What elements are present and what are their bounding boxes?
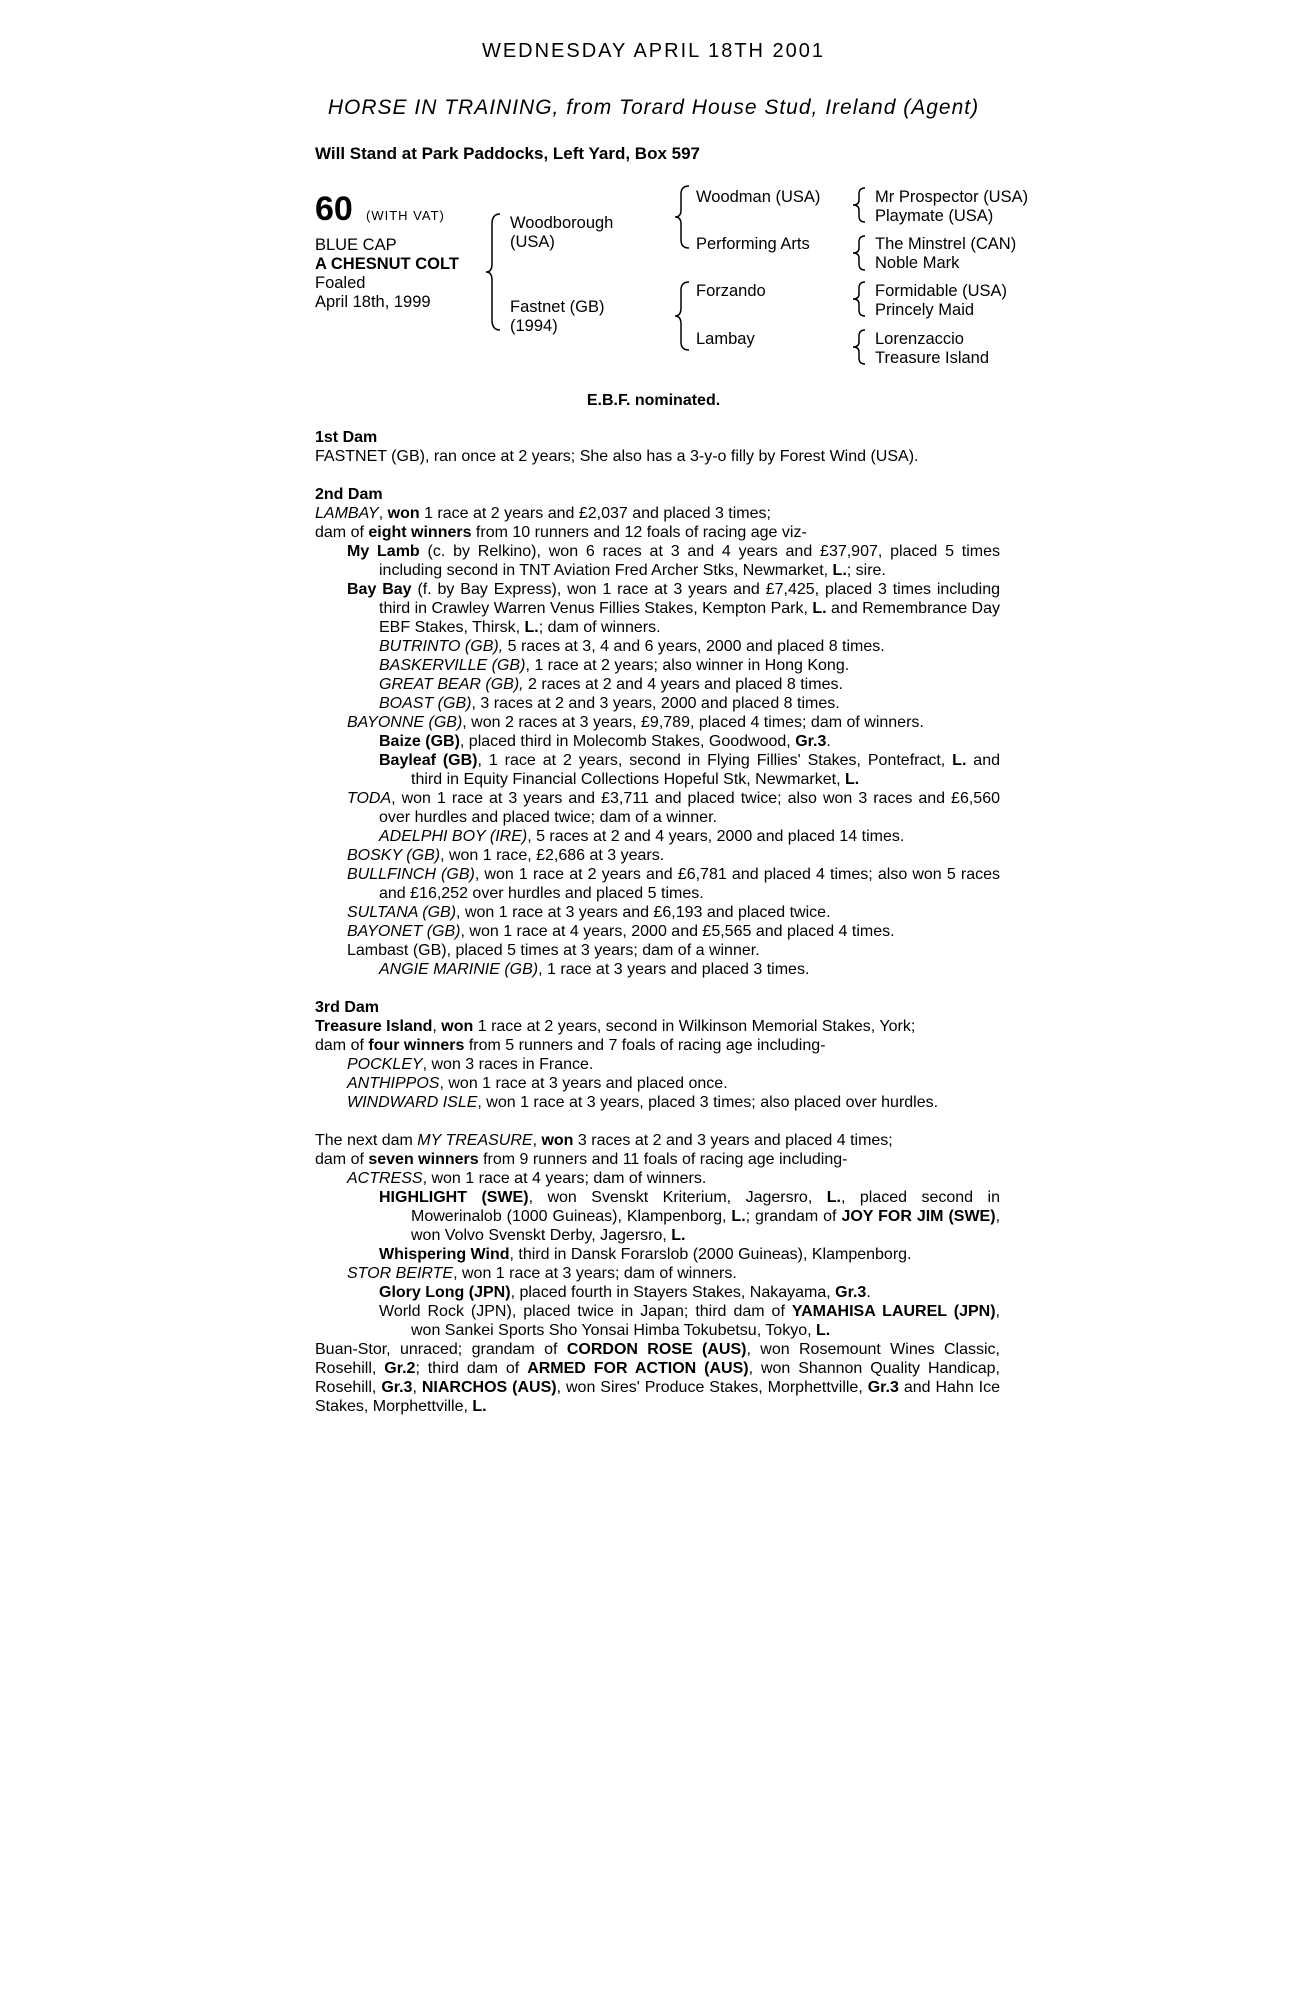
list-item-boast: BOAST (GB), 3 races at 2 and 3 years, 2000 and placed 8 times. — [379, 695, 840, 712]
third-dam-line2: dam of four winners from 5 runners and 7 foals of racing age including- — [315, 1037, 826, 1054]
second-dam-heading: 2nd Dam — [315, 486, 383, 503]
dam-year: (1994) — [510, 317, 558, 335]
list-item-my-lamb: My Lamb (c. by Relkino), won 6 races at 3 and 4 years and £37,907, placed 5 times including second in TNT Aviation Fred Archer Stks, Newmarket, L.; sire. — [347, 543, 1001, 579]
third-dam-heading: 3rd Dam — [315, 999, 380, 1016]
pedigree-notes — [315, 428, 1000, 1416]
list-item-toda: TODA, won 1 race at 3 years and £3,711 and placed twice; also won 3 races and £6,560 over hurdles and placed twice; dam of a winner. — [347, 790, 1000, 826]
pedigree-dd-dam: Treasure Island — [875, 349, 990, 367]
third-dam-line1: Treasure Island, won 1 race at 2 years, second in Wilkinson Memorial Stakes, York; — [315, 1018, 916, 1035]
pedigree-sire-sire: Woodman (USA) — [696, 188, 821, 206]
pedigree-brace-dd — [853, 328, 867, 366]
pedigree-brace-ss — [853, 186, 867, 224]
stand-location: Will Stand at Park Paddocks, Left Yard, Box 597 — [315, 144, 700, 163]
list-item-windward: WINDWARD ISLE, won 1 race at 3 years, placed 3 times; also placed over hurdles. — [347, 1094, 939, 1111]
list-item-whispering: Whispering Wind, third in Dansk Forarslob (2000 Guineas), Klampenborg. — [379, 1246, 912, 1263]
sale-date: WEDNESDAY APRIL 18TH 2001 — [481, 40, 826, 62]
list-item-world-rock: World Rock (JPN), placed twice in Japan; third dam of YAMAHISA LAUREL (JPN), won Sankei Sports Sho Yonsai Himba Tokubetsu, Tokyo, L. — [379, 1303, 1000, 1339]
pedigree-sd-sire: The Minstrel (CAN) — [875, 235, 1017, 253]
second-dam-line1: LAMBAY, won 1 race at 2 years and £2,037 and placed 3 times; — [315, 505, 771, 522]
vat-note: (WITH VAT) — [366, 208, 445, 223]
ebf-note: E.B.F. nominated. — [586, 392, 721, 409]
list-item-glory-long: Glory Long (JPN), placed fourth in Stayers Stakes, Nakayama, Gr.3. — [379, 1284, 871, 1301]
list-item-baize: Baize (GB), placed third in Molecomb Stakes, Goodwood, Gr.3. — [379, 733, 831, 750]
pedigree-sd-dam: Noble Mark — [875, 254, 960, 272]
list-item-stor-beirte: STOR BEIRTE, won 1 race at 3 years; dam of winners. — [347, 1265, 737, 1282]
list-item-baskerville: BASKERVILLE (GB), 1 race at 2 years; also winner in Hong Kong. — [379, 657, 850, 674]
lot-number: 60 — [315, 190, 353, 228]
pedigree-dam — [510, 298, 604, 336]
pedigree-dd-sire: Lorenzaccio — [875, 330, 964, 348]
list-item-bayleaf: Bayleaf (GB), 1 race at 2 years, second in Flying Fillies' Stakes, Pontefract, L. and third in Equity Financial Collections Hopeful Stk, Newmarket, L. — [379, 752, 1001, 788]
first-dam-heading: 1st Dam — [315, 429, 378, 446]
pedigree-dam-dam: Lambay — [696, 330, 755, 348]
foaled-date: April 18th, 1999 — [315, 293, 431, 311]
list-item-lambast: Lambast (GB), placed 5 times at 3 years; dam of a winner. — [347, 942, 760, 959]
list-item-pockley: POCKLEY, won 3 races in France. — [347, 1056, 594, 1073]
first-dam-text: FASTNET (GB), ran once at 2 years; She also has a 3-y-o filly by Forest Wind (USA). — [315, 448, 919, 465]
horse-info — [315, 236, 459, 312]
sire-name: Woodborough — [510, 214, 614, 232]
list-item-anthippos: ANTHIPPOS, won 1 race at 3 years and placed once. — [347, 1075, 728, 1092]
pedigree-ds-dam: Princely Maid — [875, 301, 975, 319]
pedigree-brace-main — [486, 212, 506, 332]
list-item-bosky: BOSKY (GB), won 1 race, £2,686 at 3 years. — [347, 847, 665, 864]
list-item-highlight: HIGHLIGHT (SWE), won Svenskt Kriterium, Jagersro, L., placed second in Mowerinalob (1000 Guineas), Klampenborg, L.; grandam of JOY FOR JIM (SWE), won Volvo Svenskt Derby, Jagersro, L. — [379, 1189, 1001, 1244]
list-item-adelphi: ADELPHI BOY (IRE), 5 races at 2 and 4 years, 2000 and placed 14 times. — [379, 828, 905, 845]
pedigree-ss-sire: Mr Prospector (USA) — [875, 188, 1029, 206]
pedigree-dam-sire: Forzando — [696, 282, 766, 300]
list-item-bayonne: BAYONNE (GB), won 2 races at 3 years, £9,789, placed 4 times; dam of winners. — [347, 714, 924, 731]
next-dam-line2: dam of seven winners from 9 runners and 11 foals of racing age including- — [315, 1151, 848, 1168]
pedigree-sire — [510, 214, 613, 252]
list-item-bayonet: BAYONET (GB), won 1 race at 4 years, 2000 and £5,565 and placed 4 times. — [347, 923, 895, 940]
sire-country: (USA) — [510, 233, 555, 251]
pedigree-ds-sire: Formidable (USA) — [875, 282, 1008, 300]
list-item-great-bear: GREAT BEAR (GB), 2 races at 2 and 4 years and placed 8 times. — [379, 676, 843, 693]
dam-name: Fastnet (GB) — [510, 298, 605, 316]
horse-description: A CHESNUT COLT — [315, 255, 459, 273]
list-item-buan-stor: Buan-Stor, unraced; grandam of CORDON ROSE (AUS), won Rosemount Wines Classic, Rosehill, Gr.2; third dam of ARMED FOR ACTION (AUS), won Shannon Quality Handicap, Rosehill, Gr.3, NIARCHOS (AUS), won Sires' Produce Stakes, Morphettville, Gr.3 and Hahn Ice Stakes, Morphettville, L. — [315, 1341, 1001, 1415]
list-item-angie: ANGIE MARINIE (GB), 1 race at 3 years and placed 3 times. — [379, 961, 810, 978]
lot-title: HORSE IN TRAINING, from Torard House Stud, Ireland (Agent) — [327, 96, 980, 119]
pedigree-brace-ds — [853, 280, 867, 318]
list-item-sultana: SULTANA (GB), won 1 race at 3 years and £6,193 and placed twice. — [347, 904, 831, 921]
list-item-bullfinch: BULLFINCH (GB), won 1 race at 2 years and £6,781 and placed 4 times; also won 5 races and £16,252 over hurdles and placed 5 times. — [347, 866, 1001, 902]
pedigree-brace-dam — [675, 280, 695, 352]
pedigree-brace-sire — [675, 184, 695, 250]
list-item-bay-bay: Bay Bay (f. by Bay Express), won 1 race at 3 years and £7,425, placed 3 times including third in Crawley Warren Venus Fillies Stakes, Kempton Park, L. and Remembrance Day EBF Stakes, Thirsk, L.; dam of winners. — [347, 581, 1000, 636]
next-dam-line1: The next dam MY TREASURE, won 3 races at 2 and 3 years and placed 4 times; — [315, 1132, 893, 1149]
second-dam-line2: dam of eight winners from 10 runners and 12 foals of racing age viz- — [315, 524, 807, 541]
list-item-actress: ACTRESS, won 1 race at 4 years; dam of winners. — [347, 1170, 707, 1187]
horse-name: BLUE CAP — [315, 236, 397, 254]
pedigree-sire-dam: Performing Arts — [696, 235, 810, 253]
pedigree-brace-sd — [853, 234, 867, 272]
list-item-butrinto: BUTRINTO (GB), 5 races at 3, 4 and 6 years, 2000 and placed 8 times. — [379, 638, 885, 655]
pedigree-ss-dam: Playmate (USA) — [875, 207, 994, 225]
foaled-label: Foaled — [315, 274, 366, 292]
